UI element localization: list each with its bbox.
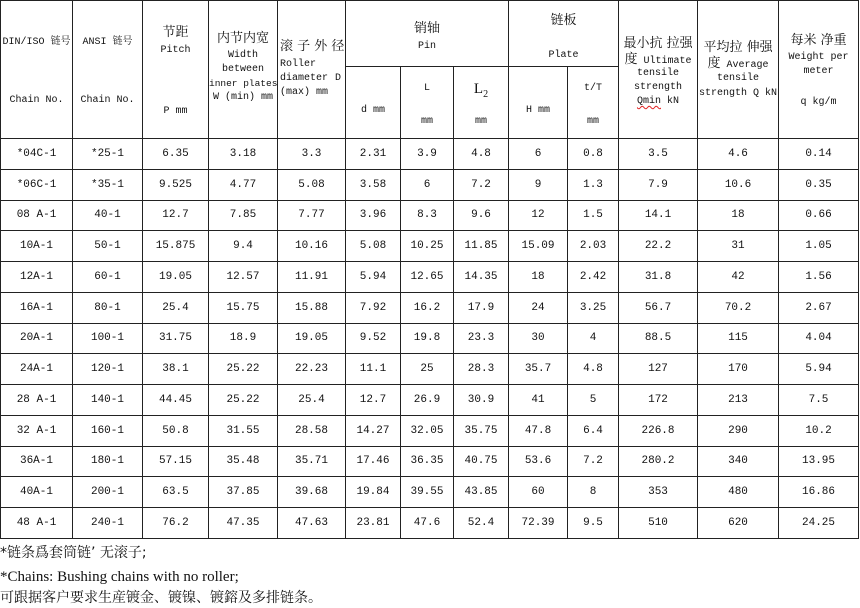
header-pin-l2-unit: mm	[475, 116, 488, 127]
cell-width: 3.18	[209, 139, 278, 170]
header-pin-l2-label-line	[454, 80, 508, 104]
header-width-content	[209, 1, 277, 138]
header-pin-en: Pin	[418, 41, 437, 52]
cell-pitch: 38.1	[143, 354, 209, 385]
cell-pin-l: 12.65	[401, 262, 454, 293]
header-roller	[278, 1, 346, 139]
header-ultimate-unit: kN	[667, 96, 680, 107]
cell-pin-l: 25	[401, 354, 454, 385]
table-row	[1, 354, 859, 385]
cell-width: 4.77	[209, 169, 278, 200]
header-average-en-2: tensile	[717, 73, 760, 84]
cell-average: 480	[698, 477, 779, 508]
cell-roller: 25.4	[278, 385, 346, 416]
cell-pin-l2: 17.9	[454, 292, 509, 323]
cell-average: 620	[698, 508, 779, 539]
table-row	[1, 292, 859, 323]
table-row	[1, 508, 859, 539]
cell-ultimate: 280.2	[619, 446, 698, 477]
table-row	[1, 385, 859, 416]
header-plate-en: Plate	[548, 50, 579, 61]
header-pitch-zh: 节距	[162, 25, 189, 40]
cell-weight: 16.86	[779, 477, 859, 508]
cell-pitch: 25.4	[143, 292, 209, 323]
cell-ultimate: 14.1	[619, 200, 698, 231]
cell-width: 35.48	[209, 446, 278, 477]
cell-plate-t: 9.5	[568, 508, 619, 539]
cell-ansi: 200-1	[73, 477, 143, 508]
header-pin-l2-content	[454, 67, 508, 138]
header-din	[1, 1, 73, 139]
header-roller-content	[278, 1, 345, 138]
cell-pin-d: 12.7	[346, 385, 401, 416]
cell-pin-l2: 28.3	[454, 354, 509, 385]
cell-ultimate: 127	[619, 354, 698, 385]
cell-ansi: 180-1	[73, 446, 143, 477]
cell-pin-d: 9.52	[346, 323, 401, 354]
cell-ultimate: 172	[619, 385, 698, 416]
table-row	[1, 262, 859, 293]
cell-average: 31	[698, 231, 779, 262]
cell-ansi: 80-1	[73, 292, 143, 323]
cell-average: 42	[698, 262, 779, 293]
cell-weight: 1.56	[779, 262, 859, 293]
cell-average: 340	[698, 446, 779, 477]
cell-weight: 4.04	[779, 323, 859, 354]
cell-weight: 0.35	[779, 169, 859, 200]
header-pitch-unit: P mm	[163, 106, 188, 117]
cell-pin-d: 19.84	[346, 477, 401, 508]
header-plate-t-content	[568, 67, 618, 138]
cell-average: 18	[698, 200, 779, 231]
header-ansi-sub: Chain No.	[80, 95, 135, 106]
cell-ultimate: 22.2	[619, 231, 698, 262]
header-plate-h-content	[509, 67, 567, 138]
cell-pin-d: 5.94	[346, 262, 401, 293]
cell-ultimate: 31.8	[619, 262, 698, 293]
note-plating-zh: 可跟据客户要求生産镀金、镀镍、镀鎔及多排链条。	[0, 590, 322, 606]
table-row	[1, 446, 859, 477]
cell-ansi: 60-1	[73, 262, 143, 293]
cell-pin-l: 47.6	[401, 508, 454, 539]
header-width-zh: 内节内宽	[216, 31, 269, 46]
header-plate-h	[509, 67, 568, 139]
table-row	[1, 169, 859, 200]
table-body	[1, 139, 859, 539]
cell-pin-d: 17.46	[346, 446, 401, 477]
header-pin-l-unit: mm	[420, 116, 433, 127]
cell-pin-l2: 43.85	[454, 477, 509, 508]
header-width-unit: W (min) mm	[212, 92, 273, 103]
cell-pin-d: 2.31	[346, 139, 401, 170]
cell-weight: 5.94	[779, 354, 859, 385]
header-plate-t-unit: mm	[587, 116, 600, 127]
header-plate-t	[568, 67, 619, 139]
cell-weight: 0.14	[779, 139, 859, 170]
cell-din: 08 A-1	[1, 200, 73, 231]
cell-pitch: 76.2	[143, 508, 209, 539]
cell-ansi: *35-1	[73, 169, 143, 200]
cell-pin-l: 8.3	[401, 200, 454, 231]
header-pin-zh: 销轴	[414, 21, 441, 36]
header-weight-unit: q kg/m	[800, 97, 837, 108]
cell-pin-l2: 4.8	[454, 139, 509, 170]
cell-ansi: 100-1	[73, 323, 143, 354]
cell-roller: 39.68	[278, 477, 346, 508]
cell-width: 37.85	[209, 477, 278, 508]
cell-plate-h: 35.7	[509, 354, 568, 385]
header-ultimate-en-3: strength	[634, 82, 683, 93]
cell-weight: 10.2	[779, 415, 859, 446]
cell-width: 18.9	[209, 323, 278, 354]
header-weight-en-1: Weight per	[788, 52, 849, 63]
cell-average: 213	[698, 385, 779, 416]
cell-width: 7.85	[209, 200, 278, 231]
cell-ansi: 240-1	[73, 508, 143, 539]
header-roller-en-1: Roller	[280, 59, 317, 70]
cell-plate-h: 60	[509, 477, 568, 508]
cell-pin-l2: 40.75	[454, 446, 509, 477]
header-pin-l	[401, 67, 454, 139]
cell-pin-l2: 7.2	[454, 169, 509, 200]
cell-plate-h: 9	[509, 169, 568, 200]
header-ultimate-zh-2: 度	[624, 52, 638, 67]
header-pin-l-label: L	[423, 83, 430, 94]
cell-roller: 10.16	[278, 231, 346, 262]
cell-plate-h: 15.09	[509, 231, 568, 262]
header-roller-zh: 滚 子 外 径	[280, 39, 345, 54]
header-roller-symbol: D	[334, 73, 341, 84]
cell-pin-l: 3.9	[401, 139, 454, 170]
cell-pin-l2: 35.75	[454, 415, 509, 446]
header-pitch	[143, 1, 209, 139]
cell-pitch: 50.8	[143, 415, 209, 446]
header-pin	[346, 1, 509, 67]
cell-weight: 0.66	[779, 200, 859, 231]
cell-plate-h: 30	[509, 323, 568, 354]
header-din-content	[1, 1, 72, 138]
cell-roller: 7.77	[278, 200, 346, 231]
header-average-strength	[698, 1, 779, 139]
table-row	[1, 200, 859, 231]
table-row	[1, 323, 859, 354]
cell-roller: 47.63	[278, 508, 346, 539]
cell-din: 48 A-1	[1, 508, 73, 539]
cell-pin-l2: 23.3	[454, 323, 509, 354]
header-pin-l-content	[401, 67, 453, 138]
cell-din: *04C-1	[1, 139, 73, 170]
cell-pitch: 63.5	[143, 477, 209, 508]
cell-plate-t: 3.25	[568, 292, 619, 323]
header-ultimate-symbol: Qmin	[636, 96, 661, 107]
header-pin-d-content	[346, 67, 400, 138]
cell-din: 32 A-1	[1, 415, 73, 446]
cell-ansi: 40-1	[73, 200, 143, 231]
header-pitch-en: Pitch	[160, 45, 191, 56]
header-average-en-3: strength Q kN	[699, 88, 778, 99]
header-ultimate-strength	[619, 1, 698, 139]
header-ultimate-unit-line	[619, 95, 697, 109]
cell-pitch: 57.15	[143, 446, 209, 477]
cell-din: 24A-1	[1, 354, 73, 385]
cell-din: 16A-1	[1, 292, 73, 323]
cell-width: 25.22	[209, 385, 278, 416]
header-row-top	[1, 1, 859, 67]
cell-pin-l: 39.55	[401, 477, 454, 508]
cell-ultimate: 88.5	[619, 323, 698, 354]
header-width-en-1: Width	[227, 50, 258, 61]
cell-roller: 28.58	[278, 415, 346, 446]
header-ultimate-en-2: tensile	[637, 68, 680, 79]
cell-width: 9.4	[209, 231, 278, 262]
cell-weight: 2.67	[779, 292, 859, 323]
header-din-title: DIN/ISO 链号	[2, 37, 71, 48]
cell-ansi: 50-1	[73, 231, 143, 262]
cell-pin-d: 11.1	[346, 354, 401, 385]
header-ultimate-en-1: Ultimate	[643, 56, 692, 67]
cell-roller: 3.3	[278, 139, 346, 170]
cell-pin-l2: 30.9	[454, 385, 509, 416]
header-average-en-1: Average	[726, 60, 769, 71]
header-ansi-title: ANSI 链号	[82, 37, 133, 48]
cell-ultimate: 7.9	[619, 169, 698, 200]
header-pin-d	[346, 67, 401, 139]
cell-roller: 22.23	[278, 354, 346, 385]
cell-pin-d: 3.58	[346, 169, 401, 200]
cell-plate-t: 1.3	[568, 169, 619, 200]
header-roller-en-2-line	[278, 72, 345, 86]
cell-ansi: *25-1	[73, 139, 143, 170]
header-average-zh-2: 度	[707, 56, 721, 71]
header-width-en-3: inner plates	[209, 78, 278, 89]
header-ultimate-zh-1: 最小抗 拉强	[623, 36, 693, 51]
header-ansi	[73, 1, 143, 139]
cell-ansi: 140-1	[73, 385, 143, 416]
cell-weight: 1.05	[779, 231, 859, 262]
header-average-zh-1: 平均拉 伸强	[703, 40, 773, 55]
cell-din: 40A-1	[1, 477, 73, 508]
cell-plate-h: 24	[509, 292, 568, 323]
cell-pin-l2: 9.6	[454, 200, 509, 231]
header-plate-t-label: t/T	[584, 83, 603, 94]
table-header	[1, 1, 859, 139]
header-roller-unit: (max) mm	[280, 87, 329, 98]
cell-pitch: 31.75	[143, 323, 209, 354]
cell-din: 20A-1	[1, 323, 73, 354]
cell-roller: 5.08	[278, 169, 346, 200]
cell-roller: 15.88	[278, 292, 346, 323]
cell-pin-l: 32.05	[401, 415, 454, 446]
cell-plate-t: 4.8	[568, 354, 619, 385]
cell-average: 10.6	[698, 169, 779, 200]
table-row	[1, 477, 859, 508]
header-width-en-2: between	[221, 64, 264, 75]
cell-average: 170	[698, 354, 779, 385]
cell-roller: 19.05	[278, 323, 346, 354]
cell-weight: 7.5	[779, 385, 859, 416]
cell-din: 12A-1	[1, 262, 73, 293]
cell-ansi: 120-1	[73, 354, 143, 385]
table-row	[1, 415, 859, 446]
header-pin-d-label: d mm	[360, 105, 385, 116]
cell-pin-l: 36.35	[401, 446, 454, 477]
cell-pin-l2: 52.4	[454, 508, 509, 539]
cell-plate-h: 18	[509, 262, 568, 293]
cell-plate-t: 8	[568, 477, 619, 508]
cell-plate-h: 12	[509, 200, 568, 231]
cell-plate-h: 6	[509, 139, 568, 170]
cell-width: 15.75	[209, 292, 278, 323]
cell-pin-d: 7.92	[346, 292, 401, 323]
cell-pitch: 9.525	[143, 169, 209, 200]
cell-ansi: 160-1	[73, 415, 143, 446]
header-ansi-content	[73, 1, 142, 138]
cell-ultimate: 56.7	[619, 292, 698, 323]
cell-plate-t: 0.8	[568, 139, 619, 170]
cell-ultimate: 510	[619, 508, 698, 539]
cell-pin-d: 5.08	[346, 231, 401, 262]
header-weight-en-2: meter	[803, 66, 834, 77]
table-row	[1, 231, 859, 262]
cell-pitch: 19.05	[143, 262, 209, 293]
cell-pin-d: 14.27	[346, 415, 401, 446]
cell-width: 31.55	[209, 415, 278, 446]
cell-average: 4.6	[698, 139, 779, 170]
cell-ultimate: 353	[619, 477, 698, 508]
note-bushing-en: *Chains: Bushing chains with no roller;	[0, 569, 239, 585]
cell-plate-t: 7.2	[568, 446, 619, 477]
header-pin-l2	[454, 67, 509, 139]
cell-average: 70.2	[698, 292, 779, 323]
cell-pitch: 44.45	[143, 385, 209, 416]
cell-plate-t: 5	[568, 385, 619, 416]
header-weight-zh: 每米 净重	[790, 33, 847, 48]
cell-pin-l2: 11.85	[454, 231, 509, 262]
table-row	[1, 139, 859, 170]
cell-roller: 35.71	[278, 446, 346, 477]
cell-din: 36A-1	[1, 446, 73, 477]
header-pin-content	[346, 1, 508, 66]
header-plate-content	[509, 1, 618, 66]
header-pin-l2-label: L	[473, 81, 484, 97]
header-roller-en-2: diameter	[280, 73, 329, 84]
cell-pin-d: 3.96	[346, 200, 401, 231]
cell-pin-d: 23.81	[346, 508, 401, 539]
cell-width: 25.22	[209, 354, 278, 385]
cell-ultimate: 3.5	[619, 139, 698, 170]
cell-width: 47.35	[209, 508, 278, 539]
cell-roller: 11.91	[278, 262, 346, 293]
header-pitch-content	[143, 1, 208, 138]
cell-pin-l: 16.2	[401, 292, 454, 323]
header-din-sub: Chain No.	[9, 95, 64, 106]
cell-plate-t: 2.42	[568, 262, 619, 293]
cell-plate-h: 53.6	[509, 446, 568, 477]
cell-pitch: 12.7	[143, 200, 209, 231]
cell-weight: 24.25	[779, 508, 859, 539]
cell-plate-t: 1.5	[568, 200, 619, 231]
cell-ultimate: 226.8	[619, 415, 698, 446]
header-plate-h-label: H mm	[526, 105, 551, 116]
cell-average: 115	[698, 323, 779, 354]
cell-plate-h: 47.8	[509, 415, 568, 446]
cell-average: 290	[698, 415, 779, 446]
cell-plate-h: 72.39	[509, 508, 568, 539]
cell-plate-h: 41	[509, 385, 568, 416]
cell-plate-t: 6.4	[568, 415, 619, 446]
cell-plate-t: 2.03	[568, 231, 619, 262]
cell-pin-l: 10.25	[401, 231, 454, 262]
cell-pin-l2: 14.35	[454, 262, 509, 293]
note-bushing-zh: *链条爲套筒链’ 无滚子;	[0, 545, 147, 561]
header-plate	[509, 1, 619, 67]
header-weight-content	[779, 1, 858, 138]
cell-din: 10A-1	[1, 231, 73, 262]
header-ultimate-content	[619, 1, 697, 138]
header-plate-zh: 链板	[550, 13, 577, 28]
cell-pitch: 15.875	[143, 231, 209, 262]
header-weight	[779, 1, 859, 139]
cell-pin-l: 26.9	[401, 385, 454, 416]
cell-pin-l: 19.8	[401, 323, 454, 354]
cell-plate-t: 4	[568, 323, 619, 354]
cell-pitch: 6.35	[143, 139, 209, 170]
cell-width: 12.57	[209, 262, 278, 293]
cell-din: *06C-1	[1, 169, 73, 200]
header-pin-l2-subscript: 2	[483, 89, 489, 100]
cell-pin-l: 6	[401, 169, 454, 200]
cell-din: 28 A-1	[1, 385, 73, 416]
cell-weight: 13.95	[779, 446, 859, 477]
header-width	[209, 1, 278, 139]
header-average-content	[698, 1, 778, 138]
